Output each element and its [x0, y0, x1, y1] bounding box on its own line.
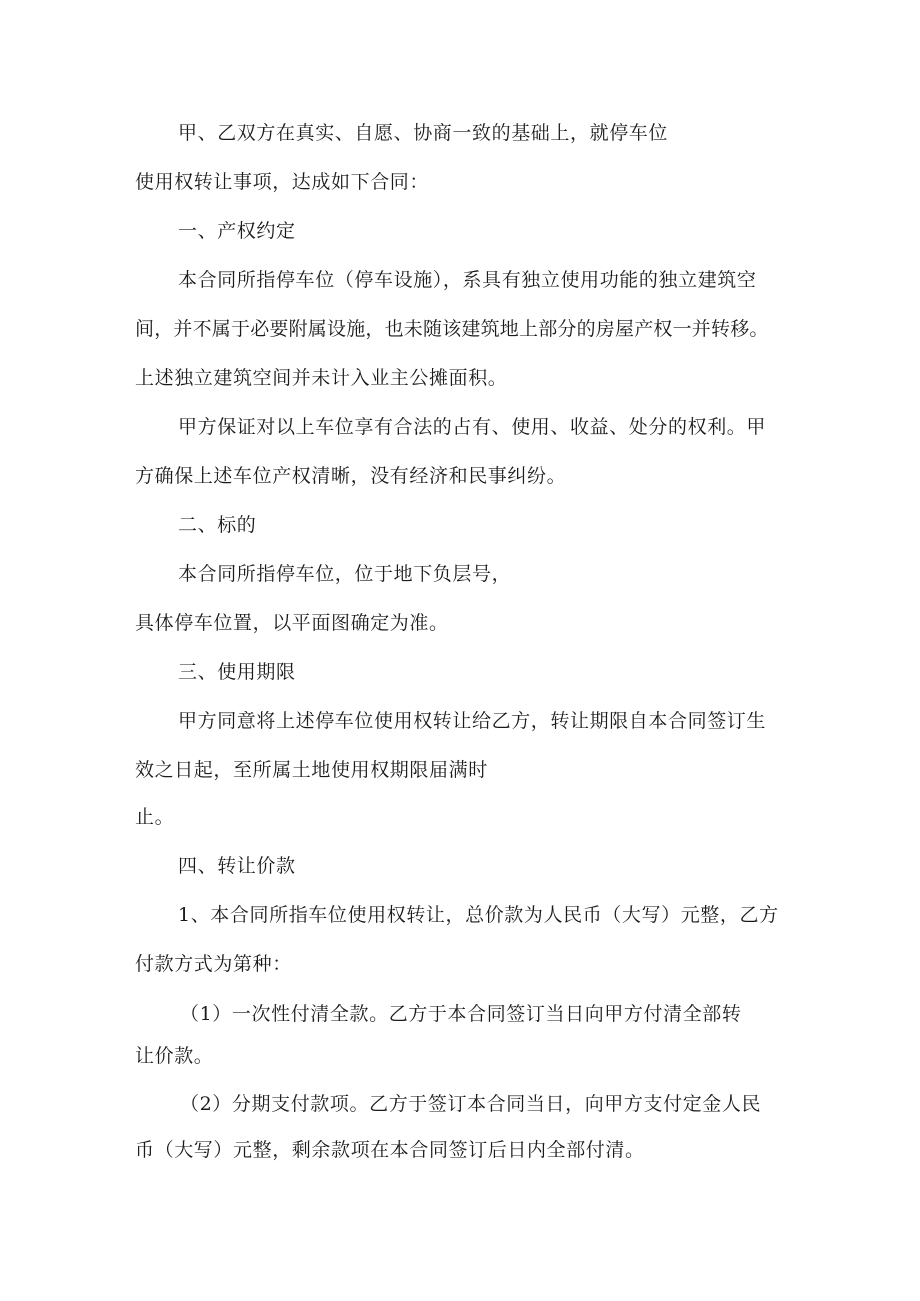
paragraph-intro-line-2: 使用权转让事项，达成如下合同： [135, 171, 430, 193]
section-heading-1: 一、产权约定 [178, 220, 296, 242]
paragraph-1-line-2: 间，并不属于必要附属设施，也未随该建筑地上部分的房屋产权一并转移。 [135, 318, 769, 340]
section-heading-4: 四、转让价款 [178, 855, 296, 877]
option-1-line-1: （1）一次性付清全款。乙方于本合同签订当日向甲方付清全部转 [180, 1003, 742, 1025]
section-heading-3: 三、使用期限 [178, 661, 296, 683]
paragraph-2-line-1: 甲方保证对以上车位享有合法的占有、使用、收益、处分的权利。甲 [178, 416, 767, 438]
option-2-line-1: （2）分期支付款项。乙方于签订本合同当日，向甲方支付定金人民 [180, 1093, 762, 1115]
paragraph-1-line-3: 上述独立建筑空间并未计入业主公摊面积。 [135, 367, 508, 389]
option-2-line-2: 币（大写）元整，剩余款项在本合同签订后日内全部付清。 [135, 1139, 645, 1161]
paragraph-3-line-1: 本合同所指停车位，位于地下负层号， [178, 563, 512, 585]
section-heading-2: 二、标的 [178, 514, 257, 536]
option-1-line-2: 让价款。 [135, 1045, 214, 1067]
paragraph-5-line-2: 付款方式为第种： [135, 953, 292, 975]
paragraph-5-line-1: 1、本合同所指车位使用权转让，总价款为人民币（大写）元整，乙方 [178, 904, 779, 926]
paragraph-2-line-2: 方确保上述车位产权清晰，没有经济和民事纠纷。 [135, 465, 567, 487]
paragraph-4-line-2: 效之日起，至所属土地使用权期限届满时 [135, 759, 488, 781]
paragraph-1-line-1: 本合同所指停车位（停车设施），系具有独立使用功能的独立建筑空 [178, 269, 757, 291]
paragraph-4-line-1: 甲方同意将上述停车位使用权转让给乙方，转让期限自本合同签订生 [178, 710, 767, 732]
paragraph-4-line-3: 止。 [135, 806, 175, 828]
paragraph-3-line-2: 具体停车位置，以平面图确定为准。 [135, 612, 449, 634]
paragraph-intro-line-1: 甲、乙双方在真实、自愿、协商一致的基础上，就停车位 [178, 122, 669, 144]
